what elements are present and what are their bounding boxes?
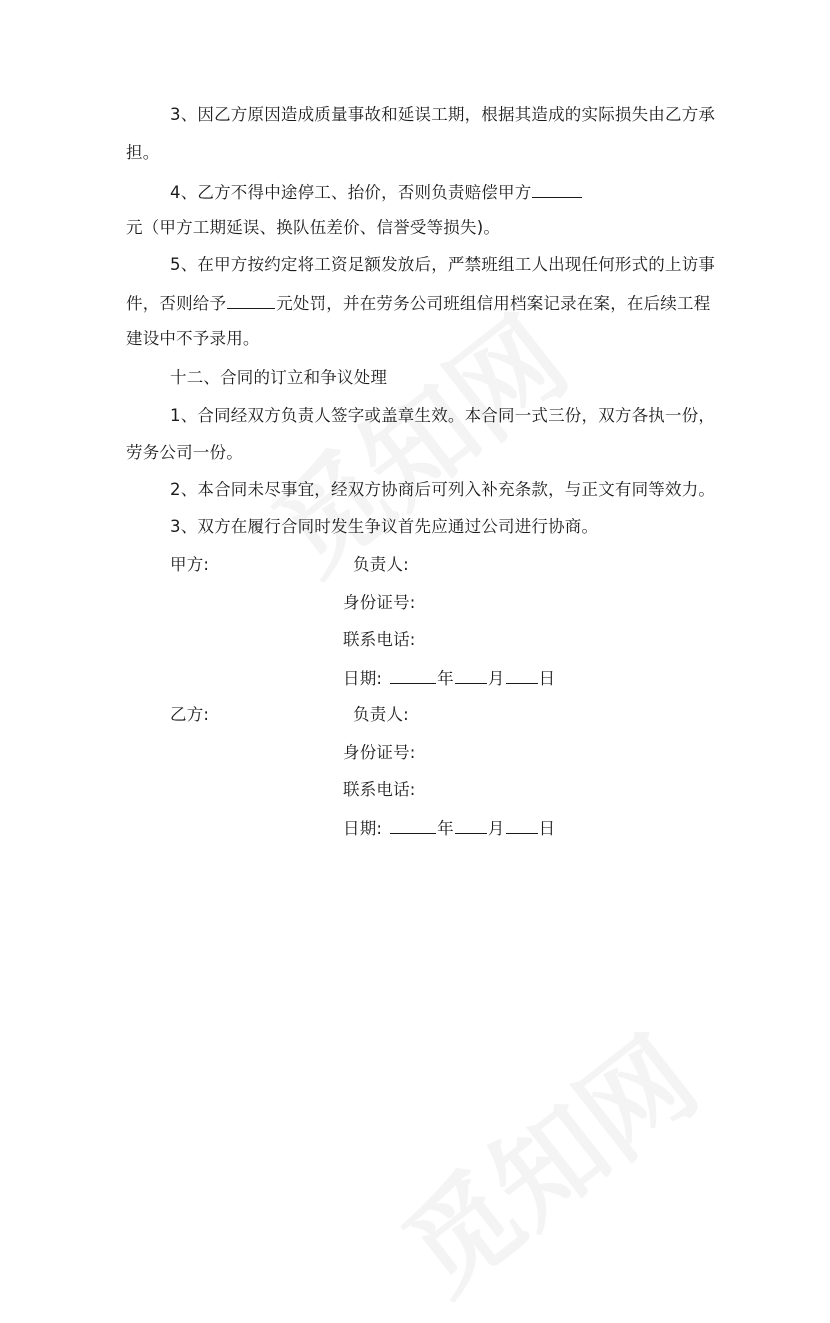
clause-5-text-b: 元处罚，并在劳务公司班组信用档案记录在案，在后续工程 [276,294,711,313]
party-b-id-label: 身份证号: [343,743,416,762]
party-a-id-label: 身份证号: [343,593,416,612]
party-b-month-blank [455,816,487,834]
compensation-amount-blank [532,180,582,198]
party-a-day-blank [506,666,538,684]
clause-3-line-1: 3、因乙方原因造成质量事故和延误工期，根据其造成的实际损失由乙方承 [170,105,716,124]
section-12-p3: 3、双方在履行合同时发生争议首先应通过公司进行协商。 [170,517,599,536]
party-a-month-blank [455,666,487,684]
watermark-text-2 [366,995,723,1323]
clause-4-line-2: 元（甲方工期延误、换队伍差价、信誉受等损失)。 [126,218,501,237]
party-b-label: 乙方: [170,705,210,724]
party-b-day-blank [506,816,538,834]
section-12-p2: 2、本合同未尽事宜，经双方协商后可列入补充条款，与正文有同等效力。 [170,480,716,499]
party-a-label: 甲方: [170,555,210,574]
party-b-date-label: 日期: [343,819,383,838]
clause-4-text: 4、乙方不得中途停工、抬价，否则负责赔偿甲方 [170,183,532,202]
party-b-year-label: 年 [437,819,454,838]
section-12-heading: 十二、合同的订立和争议处理 [170,368,388,387]
penalty-amount-blank [227,291,275,309]
party-a-month-label: 月 [487,669,505,688]
party-a-principal-label: 负责人: [353,555,409,574]
party-b-date-line [343,816,555,840]
party-b-principal-label: 负责人: [353,705,409,724]
party-b-month-label: 月 [487,819,505,838]
party-a-phone-label: 联系电话: [343,630,416,649]
clause-4-line-1 [170,180,583,204]
section-12-p1-line-2: 劳务公司一份。 [126,443,243,462]
clause-5-line-1: 5、在甲方按约定将工资足额发放后，严禁班组工人出现任何形式的上访事 [170,255,716,274]
party-a-year-blank [390,666,436,684]
party-a-year-label: 年 [437,669,454,688]
party-a-day-label: 日 [538,669,556,688]
clause-5-text-a: 件，否则给予 [126,294,227,313]
watermark-text-1 [236,275,593,603]
clause-3-line-2: 担。 [126,143,160,162]
party-b-phone-label: 联系电话: [343,780,416,799]
clause-5-line-3: 建设中不予录用。 [126,329,260,348]
clause-5-line-2 [126,291,710,315]
party-b-day-label: 日 [538,819,556,838]
party-a-date-label: 日期: [343,669,383,688]
section-12-p1-line-1: 1、合同经双方负责人签字或盖章生效。本合同一式三份，双方各执一份， [170,406,716,425]
party-a-date-line [343,666,555,690]
party-b-year-blank [390,816,436,834]
